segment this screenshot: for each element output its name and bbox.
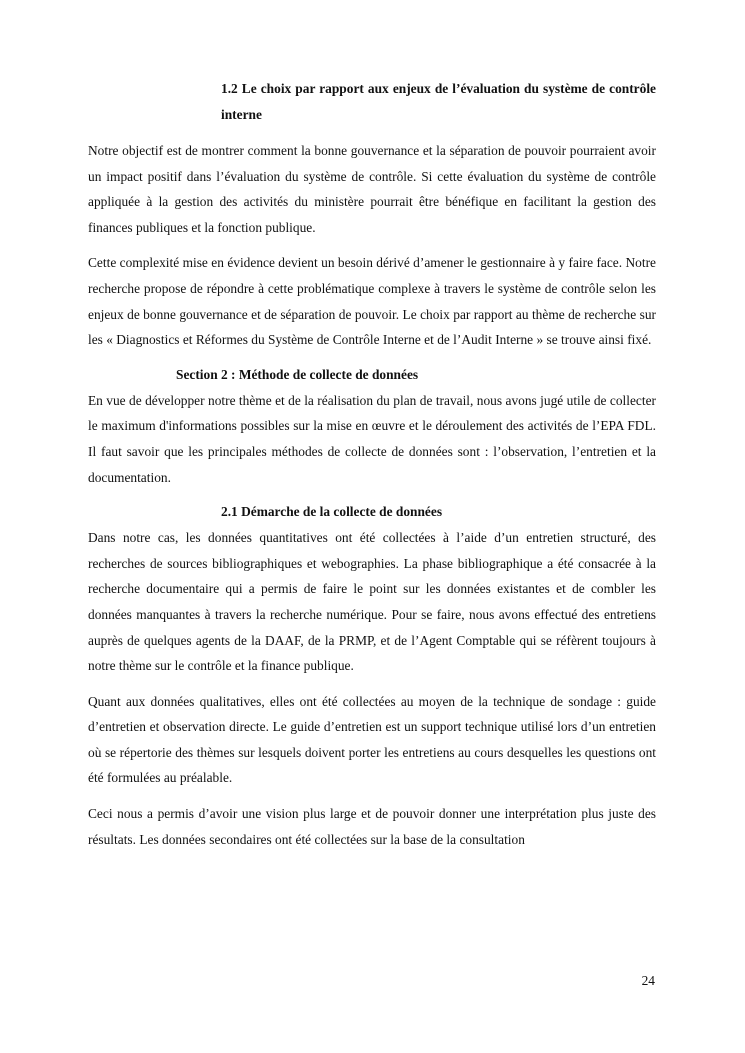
heading-section-2: Section 2 : Méthode de collecte de données <box>176 366 419 382</box>
paragraph: Cette complexité mise en évidence devient un besoin dérivé d’amener le gestionnaire à y faire face. Notre recherche propose de répondre à cette problématique complexe à travers le système de contrôle selon les enjeux de bonne gouvernance et de séparation de pouvoir. Le choix par rapport au thème de recherche sur les « Diagnostics et Réformes du Système de Contrôle Interne et de l’Audit Interne » se trouve ainsi fixé. <box>88 255 656 348</box>
page-content <box>88 76 656 852</box>
paragraph: Notre objectif est de montrer comment la bonne gouvernance et la séparation de pouvoir pourraient avoir un impact positif dans l’évaluation du système de contrôle. Si cette évaluation du système de contrôle appliquée à la gestion des activités du ministère pourrait être bénéfique en facilitant la gestion des finances publiques et la fonction publique. <box>88 143 656 235</box>
paragraph: Quant aux données qualitatives, elles ont été collectées au moyen de la technique de sondage : guide d’entretien et observation directe. Le guide d’entretien est un support technique utilisé lors d’un entretien où se répertorie des thèmes sur lesquels doivent porter les entretiens au cours desquelles les questions ont été formulées au préalable. <box>88 693 656 786</box>
heading-1-2: 1.2 Le choix par rapport aux enjeux de l’évaluation du système de contrôle interne <box>221 81 656 122</box>
heading-2-1: 2.1 Démarche de la collecte de données <box>221 504 443 520</box>
page-number: 24 <box>641 973 655 988</box>
paragraph: En vue de développer notre thème et de la réalisation du plan de travail, nous avons jugé utile de collecter le maximum d'informations possibles sur la mise en œuvre et le déroulement des activités de l’EPA FDL. Il faut savoir que les principales méthodes de collecte de données sont : l’observation, l’entretien et la documentation. <box>88 392 656 485</box>
paragraph: Ceci nous a permis d’avoir une vision plus large et de pouvoir donner une interprétation plus juste des résultats. Les données secondaires ont été collectées sur la base de la consultation <box>88 806 656 847</box>
paragraph: Dans notre cas, les données quantitatives ont été collectées à l’aide d’un entretien structuré, des recherches de sources bibliographiques et webographies. La phase bibliographique a été consacrée à la recherche documentaire qui a permis de faire le point sur les données existantes et de combler les données manquantes à travers la recherche numérique. Pour se faire, nous avons effectué des entretiens auprès de quelques agents de la DAAF, de la PRMP, et de l’Agent Comptable qui se réfèrent toujours à notre thème sur le contrôle et la finance publique. <box>88 530 656 674</box>
